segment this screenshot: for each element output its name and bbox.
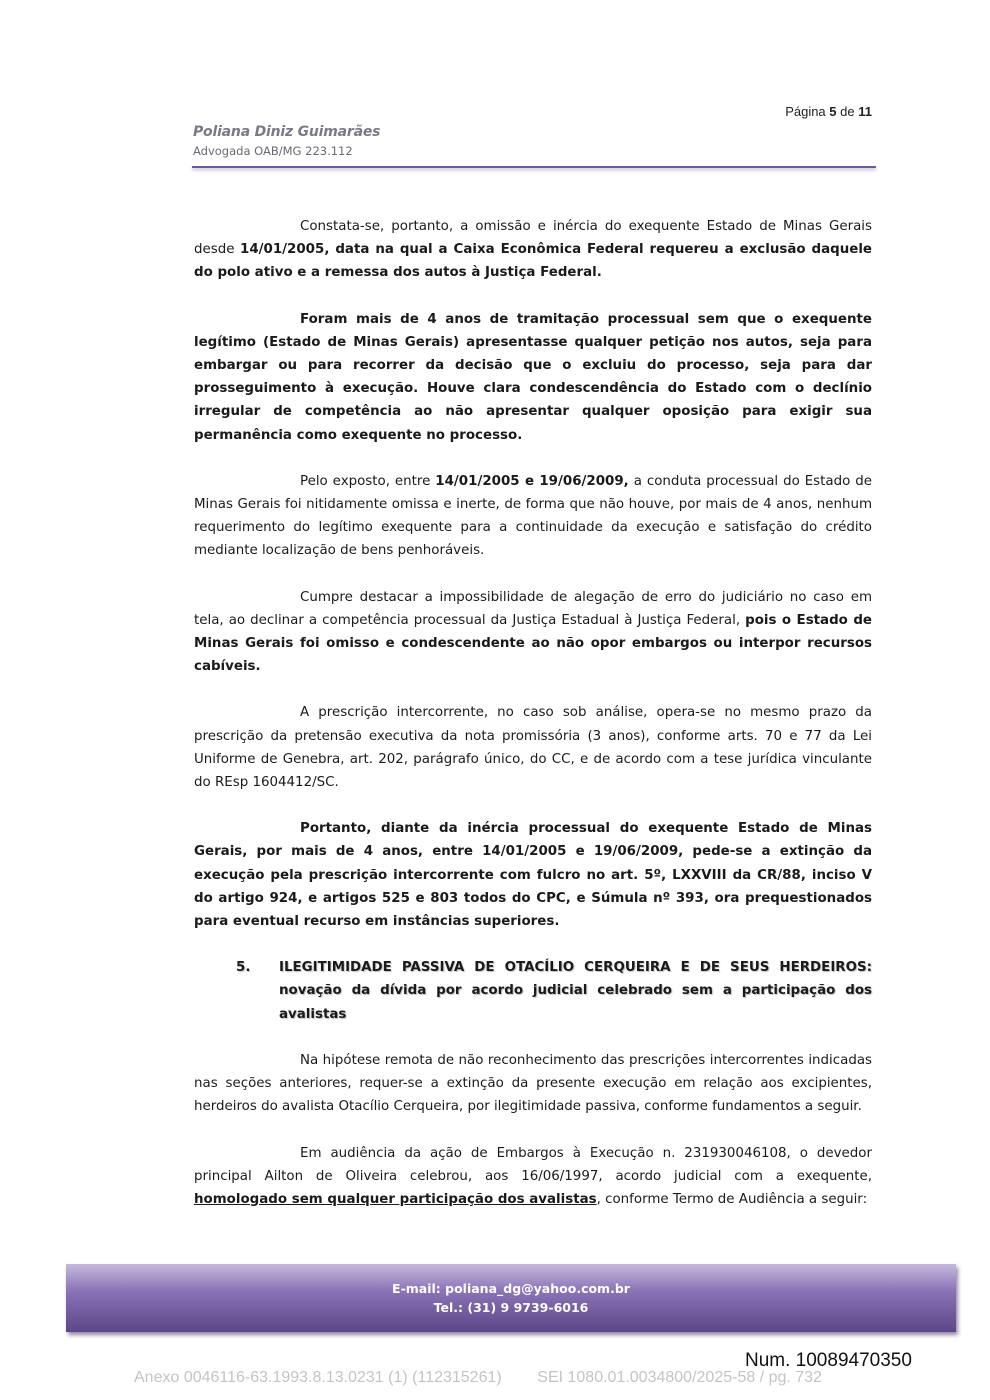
paragraph-3 <box>194 470 872 563</box>
paragraph-8 <box>194 1142 872 1212</box>
paragraph-7-text: Na hipótese remota de não reconhecimento das prescrições intercorrentes indicadas nas seções anteriores, requer-se a extinção da presente execução em relação aos excipientes, herdeiros do avalista Otacílio Cerqueira, por ilegitimidade passiva, conforme fundamentos a seguir. <box>194 1052 872 1115</box>
paragraph-3-text-c: a conduta processual do Estado de Minas Gerais foi nitidamente omissa e inerte, de forma que não houve, por mais de 4 anos, nenhum requerimento do legítimo exequente para a continuidade da execução e satisfação do crédito mediante localização de bens penhoráveis. <box>194 473 872 559</box>
paragraph-1-text: Constata-se, portanto, a omissão e inércia do exequente Estado de Minas Gerais desde <box>194 219 872 258</box>
paragraph-2 <box>194 308 872 447</box>
footer-phone: Tel.: (31) 9 9739-6016 <box>433 1300 589 1315</box>
paragraph-1-bold: 14/01/2005, data na qual a Caixa Econômica Federal requereu a exclusão daquele do polo ativo e a remessa dos autos à Justiça Federal. <box>194 242 872 281</box>
firm-subtitle: Advogada OAB/MG 223.112 <box>193 144 353 158</box>
paragraph-4 <box>194 586 872 679</box>
paragraph-2-bold: Foram mais de 4 anos de tramitação processual sem que o exequente legítimo (Estado de Minas Gerais) apresentasse qualquer petição nos autos, seja para embargar ou para recorrer da decisão que o excluiu do processo, seja para dar prosseguimento à execução. Houve clara condescendência do Estado com o declínio irregular de competência ao não apresentar qualquer oposição para exigir sua permanência como exequente no processo. <box>194 311 872 443</box>
document-body <box>194 215 872 1234</box>
paragraph-8-text-a: Em audiência da ação de Embargos à Execução n. 231930046108, o devedor principal Ailton de Oliveira celebrou, aos 16/06/1997, acordo judicial com a exequente, <box>194 1145 872 1184</box>
page-number <box>700 104 872 119</box>
paragraph-8-underlined: homologado sem qualquer participação dos avalistas <box>194 1191 597 1207</box>
letterhead <box>193 124 380 158</box>
section-heading <box>194 956 872 1026</box>
footer-email: E-mail: poliana_dg@yahoo.com.br <box>392 1281 630 1296</box>
header-rule <box>192 166 876 168</box>
paragraph-6-bold: Portanto, diante da inércia processual do exequente Estado de Minas Gerais, por mais de 4 anos, entre 14/01/2005 e 19/06/2009, pede-se a extinção da execução pela prescrição intercorrente com fulcro no art. 5º, LXXVIII da CR/88, inciso V do artigo 924, e artigos 525 e 803 todos do CPC, e Súmula nº 393, ora prequestionados para eventual recurso em instâncias superiores. <box>194 821 872 930</box>
page-of: de <box>840 104 855 119</box>
document-number: Num. 10089470350 <box>745 1350 912 1371</box>
paragraph-1 <box>194 215 872 285</box>
paragraph-8-text-c: , conforme Termo de Audiência a seguir: <box>596 1191 868 1207</box>
paragraph-5-text: A prescrição intercorrente, no caso sob análise, opera-se no mesmo prazo da prescrição da pretensão executiva da nota promissória (3 anos), conforme arts. 70 e 77 da Lei Uniforme de Genebra, art. 202, parágrafo único, do CC, e de acordo com a tese jurídica vinculante do REsp 1604412/SC. <box>194 705 872 791</box>
annex-right: SEI 1080.01.0034800/2025-58 / pg. 732 <box>537 1369 822 1386</box>
section-title: ILEGITIMIDADE PASSIVA DE OTACÍLIO CERQUEIRA E DE SEUS HERDEIROS: novação da dívida por acordo judicial celebrado sem a participação dos avalistas <box>279 960 872 1022</box>
page-total: 11 <box>858 104 872 119</box>
paragraph-6 <box>194 817 872 933</box>
paragraph-4-bold: pois o Estado de Minas Gerais foi omisso e condescendente ao não opor embargos ou interpor recursos cabíveis. <box>194 612 872 675</box>
section-number: 5. <box>236 960 251 976</box>
paragraph-5 <box>194 701 872 794</box>
paragraph-7 <box>194 1049 872 1119</box>
page-current: 5 <box>829 104 837 119</box>
firm-name: Poliana Diniz Guimarães <box>193 124 381 140</box>
page-label: Página <box>785 104 826 119</box>
paragraph-3-text-a: Pelo exposto, entre <box>300 473 436 489</box>
paragraph-4-text: Cumpre destacar a impossibilidade de alegação de erro do judiciário no caso em tela, ao declinar a competência processual da Justiça Estadual à Justiça Federal, <box>194 589 872 628</box>
paragraph-3-dates: 14/01/2005 e 19/06/2009, <box>435 473 629 489</box>
footer-bar <box>66 1264 956 1332</box>
annex-left: Anexo 0046116-63.1993.8.13.0231 (1) (112315261) <box>134 1369 502 1386</box>
annex-stamp <box>134 1369 822 1387</box>
